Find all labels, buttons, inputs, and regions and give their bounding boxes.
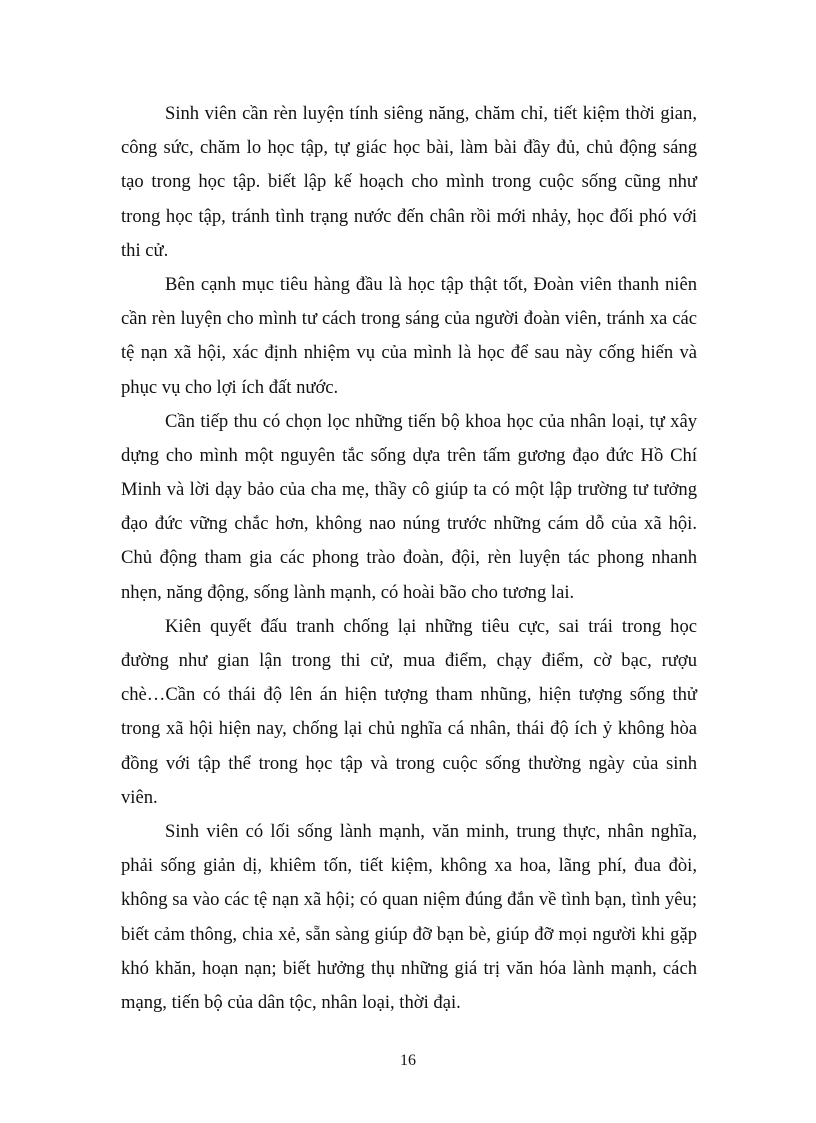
text-line: mạng, tiến bộ của dân tộc, nhân loại, thời đại. [121, 991, 461, 1013]
text-line: khó khăn, hoạn nạn; biết hưởng thụ những giá trị văn hóa lành mạnh, cách [121, 957, 697, 979]
text-line: trong học tập, tránh tình trạng nước đến chân rồi mới nhảy, học đối phó với [121, 205, 697, 227]
text-line: tạo trong học tập. biết lập kế hoạch cho mình trong cuộc sống cũng như [121, 171, 697, 193]
text-line: đường như gian lận trong thi cử, mua điểm, chạy điểm, cờ bạc, rượu [121, 650, 697, 671]
text-line: Minh và lời dạy bảo của cha mẹ, thầy cô giúp ta có một lập trường tư tưởng [121, 479, 697, 501]
document-body [121, 97, 697, 1020]
text-line: thi cử. [121, 239, 169, 261]
text-line: chè…Cần có thái độ lên án hiện tượng tham nhũng, hiện tượng sống thử [121, 684, 697, 706]
text-line: Bên cạnh mục tiêu hàng đầu là học tập thật tốt, Đoàn viên thanh niên [165, 273, 697, 295]
text-line: phục vụ cho lợi ích đất nước. [121, 376, 339, 398]
paragraph [121, 815, 697, 1020]
text-line: nhẹn, năng động, sống lành mạnh, có hoài bão cho tương lai. [121, 581, 575, 603]
text-line: Sinh viên cần rèn luyện tính siêng năng, chăm chỉ, tiết kiệm thời gian, [165, 103, 697, 124]
text-line: đồng với tập thể trong học tập và trong cuộc sống thường ngày của sinh [121, 752, 697, 774]
text-line: công sức, chăm lo học tập, tự giác học bài, làm bài đầy đủ, chủ động sáng [121, 137, 697, 159]
text-line: đạo đức vững chắc hơn, không nao núng trước những cám dỗ của xã hội. [121, 513, 697, 535]
text-line: dựng cho mình một nguyên tắc sống dựa trên tấm gương đạo đức Hồ Chí [121, 444, 697, 466]
text-line: phải sống giản dị, khiêm tốn, tiết kiệm, không xa hoa, lãng phí, đua đòi, [121, 855, 697, 877]
paragraph [121, 405, 697, 610]
text-line: Chủ động tham gia các phong trào đoàn, đội, rèn luyện tác phong nhanh [121, 547, 697, 569]
paragraph [121, 610, 697, 815]
text-line: tệ nạn xã hội, xác định nhiệm vụ của mình là học để sau này cống hiến và [121, 342, 697, 364]
text-line: trong xã hội hiện nay, chống lại chủ nghĩa cá nhân, thái độ ích ỷ không hòa [121, 718, 697, 740]
text-line: viên. [121, 786, 158, 808]
text-line: không sa vào các tệ nạn xã hội; có quan niệm đúng đắn về tình bạn, tình yêu; [121, 889, 697, 911]
text-line: Kiên quyết đấu tranh chống lại những tiêu cực, sai trái trong học [165, 615, 697, 637]
text-line: Cần tiếp thu có chọn lọc những tiến bộ khoa học của nhân loại, tự xây [165, 410, 697, 432]
text-line: Sinh viên có lối sống lành mạnh, văn minh, trung thực, nhân nghĩa, [165, 820, 697, 842]
text-line: biết cảm thông, chia xẻ, sẵn sàng giúp đỡ bạn bè, giúp đỡ mọi người khi gặp [121, 923, 697, 945]
paragraph [121, 268, 697, 405]
text-line: cần rèn luyện cho mình tư cách trong sáng của người đoàn viên, tránh xa các [121, 308, 697, 330]
page-number: 16 [400, 1052, 416, 1069]
paragraph [121, 97, 697, 268]
